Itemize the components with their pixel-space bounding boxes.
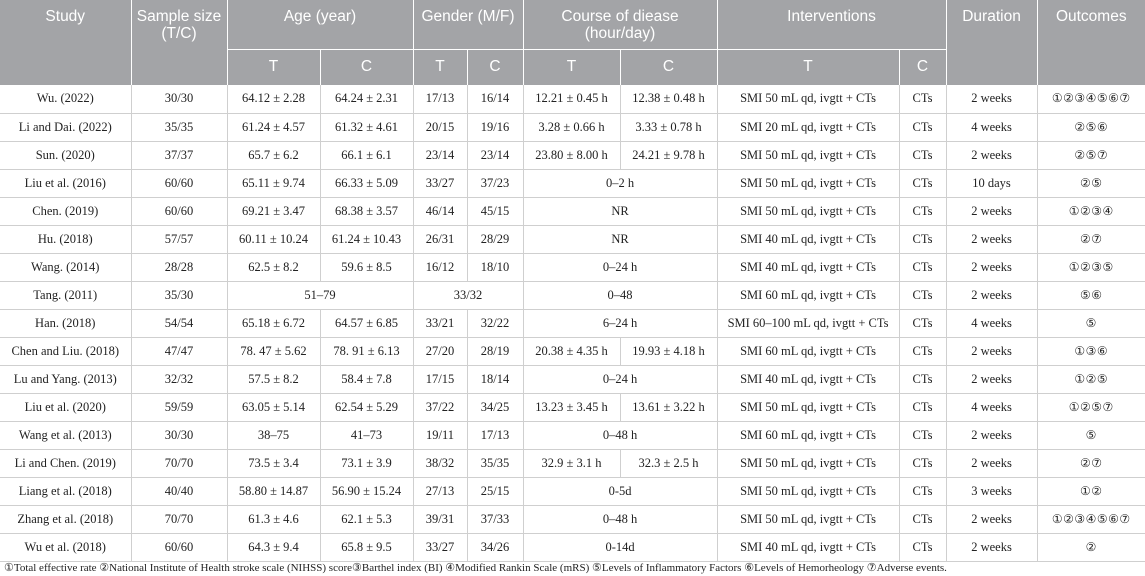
cell-gender-t: 33/27 [413,533,467,561]
cell-study: Wang. (2014) [0,253,131,281]
cell-duration: 2 weeks [946,141,1037,169]
cell-age-t: 64.12 ± 2.28 [227,85,320,113]
cell-intervention-c: CTs [899,85,946,113]
cell-intervention-c: CTs [899,169,946,197]
cell-gender-t: 27/13 [413,477,467,505]
cell-age-t: 57.5 ± 8.2 [227,365,320,393]
cell-outcomes: ①②⑤⑦ [1037,393,1145,421]
table-row [0,533,1145,561]
cell-intervention-t: SMI 50 mL qd, ivgtt + CTs [717,85,899,113]
cell-intervention-c: CTs [899,141,946,169]
cell-intervention-t: SMI 20 mL qd, ivgtt + CTs [717,113,899,141]
cell-outcomes: ②⑤⑥ [1037,113,1145,141]
cell-course-c: 12.38 ± 0.48 h [620,85,717,113]
cell-course-t: 20.38 ± 4.35 h [523,337,620,365]
cell-intervention-c: CTs [899,449,946,477]
header-age-t: T [227,49,320,85]
cell-study: Tang. (2011) [0,281,131,309]
cell-intervention-t: SMI 50 mL qd, ivgtt + CTs [717,505,899,533]
table-row [0,253,1145,281]
cell-gender-c: 37/33 [467,505,523,533]
cell-duration: 2 weeks [946,225,1037,253]
cell-age-c: 78. 91 ± 6.13 [320,337,413,365]
cell-sample-size: 28/28 [131,253,227,281]
cell-gender-c: 16/14 [467,85,523,113]
cell-intervention-c: CTs [899,253,946,281]
cell-intervention-t: SMI 50 mL qd, ivgtt + CTs [717,449,899,477]
cell-outcomes: ①②③④⑤⑥⑦ [1037,85,1145,113]
table-row [0,169,1145,197]
header-interventions-c: C [899,49,946,85]
table-row [0,197,1145,225]
cell-intervention-t: SMI 60 mL qd, ivgtt + CTs [717,421,899,449]
table-row [0,505,1145,533]
cell-outcomes: ①②③④ [1037,197,1145,225]
cell-duration: 2 weeks [946,281,1037,309]
cell-course: 0–48 [523,281,717,309]
cell-sample-size: 57/57 [131,225,227,253]
cell-gender-t: 33/21 [413,309,467,337]
cell-age-t: 60.11 ± 10.24 [227,225,320,253]
cell-outcomes: ①②⑤ [1037,365,1145,393]
cell-course-c: 32.3 ± 2.5 h [620,449,717,477]
cell-gender-c: 35/35 [467,449,523,477]
cell-gender-t: 33/27 [413,169,467,197]
cell-sample-size: 30/30 [131,85,227,113]
table-row [0,421,1145,449]
cell-age-c: 64.24 ± 2.31 [320,85,413,113]
cell-intervention-t: SMI 60–100 mL qd, ivgtt + CTs [717,309,899,337]
cell-intervention-c: CTs [899,477,946,505]
cell-course-c: 24.21 ± 9.78 h [620,141,717,169]
cell-age-c: 62.54 ± 5.29 [320,393,413,421]
cell-study: Li and Dai. (2022) [0,113,131,141]
cell-outcomes: ⑤ [1037,421,1145,449]
header-outcomes: Outcomes [1037,0,1145,85]
cell-gender-t: 39/31 [413,505,467,533]
cell-study: Lu and Yang. (2013) [0,365,131,393]
cell-sample-size: 60/60 [131,169,227,197]
cell-age-t: 58.80 ± 14.87 [227,477,320,505]
header-study: Study [0,0,131,85]
cell-gender-t: 27/20 [413,337,467,365]
cell-age-t: 78. 47 ± 5.62 [227,337,320,365]
cell-age-t: 38–75 [227,421,320,449]
cell-age-t: 63.05 ± 5.14 [227,393,320,421]
cell-age-c: 59.6 ± 8.5 [320,253,413,281]
cell-age-t: 61.3 ± 4.6 [227,505,320,533]
table-row [0,141,1145,169]
cell-duration: 10 days [946,169,1037,197]
cell-gender-c: 28/19 [467,337,523,365]
cell-course-t: 23.80 ± 8.00 h [523,141,620,169]
cell-age-t: 65.18 ± 6.72 [227,309,320,337]
cell-sample-size: 35/30 [131,281,227,309]
cell-outcomes: ② [1037,533,1145,561]
table-body [0,85,1145,561]
cell-intervention-c: CTs [899,197,946,225]
cell-course: 0–2 h [523,169,717,197]
cell-course: 0–24 h [523,253,717,281]
table-row [0,113,1145,141]
cell-age-c: 73.1 ± 3.9 [320,449,413,477]
header-duration: Duration [946,0,1037,85]
cell-course: 6–24 h [523,309,717,337]
cell-study: Wu et al. (2018) [0,533,131,561]
cell-gender-c: 17/13 [467,421,523,449]
cell-age-c: 41–73 [320,421,413,449]
cell-course-c: 19.93 ± 4.18 h [620,337,717,365]
cell-age: 51–79 [227,281,413,309]
cell-intervention-t: SMI 50 mL qd, ivgtt + CTs [717,169,899,197]
header-age-c: C [320,49,413,85]
cell-age-c: 68.38 ± 3.57 [320,197,413,225]
cell-intervention-t: SMI 40 mL qd, ivgtt + CTs [717,253,899,281]
cell-duration: 4 weeks [946,113,1037,141]
cell-outcomes: ②⑦ [1037,225,1145,253]
cell-study: Chen. (2019) [0,197,131,225]
table-row [0,309,1145,337]
cell-duration: 2 weeks [946,337,1037,365]
table-row [0,449,1145,477]
cell-sample-size: 35/35 [131,113,227,141]
cell-intervention-c: CTs [899,505,946,533]
cell-study: Zhang et al. (2018) [0,505,131,533]
cell-study: Liu et al. (2016) [0,169,131,197]
cell-age-t: 62.5 ± 8.2 [227,253,320,281]
cell-age-c: 66.1 ± 6.1 [320,141,413,169]
cell-outcomes: ⑤ [1037,309,1145,337]
cell-duration: 2 weeks [946,365,1037,393]
cell-study: Chen and Liu. (2018) [0,337,131,365]
header-sample-size: Sample size (T/C) [131,0,227,85]
cell-age-c: 62.1 ± 5.3 [320,505,413,533]
cell-outcomes: ①② [1037,477,1145,505]
header-age: Age (year) [227,0,413,49]
cell-sample-size: 40/40 [131,477,227,505]
cell-sample-size: 70/70 [131,505,227,533]
cell-gender-c: 23/14 [467,141,523,169]
table-header [0,0,1145,85]
cell-course: 0-14d [523,533,717,561]
cell-duration: 4 weeks [946,309,1037,337]
table-row [0,281,1145,309]
cell-course-t: 12.21 ± 0.45 h [523,85,620,113]
table-row [0,393,1145,421]
cell-gender-t: 20/15 [413,113,467,141]
cell-age-c: 56.90 ± 15.24 [320,477,413,505]
cell-course-t: 32.9 ± 3.1 h [523,449,620,477]
cell-study: Wang et al. (2013) [0,421,131,449]
cell-age-t: 64.3 ± 9.4 [227,533,320,561]
cell-outcomes: ②⑤⑦ [1037,141,1145,169]
header-gender-c: C [467,49,523,85]
cell-gender-c: 32/22 [467,309,523,337]
table-row [0,337,1145,365]
header-course: Course of diease (hour/day) [523,0,717,49]
cell-age-t: 69.21 ± 3.47 [227,197,320,225]
cell-duration: 2 weeks [946,505,1037,533]
cell-study: Sun. (2020) [0,141,131,169]
cell-gender-c: 25/15 [467,477,523,505]
cell-gender-t: 38/32 [413,449,467,477]
cell-study: Liu et al. (2020) [0,393,131,421]
cell-outcomes: ①③⑥ [1037,337,1145,365]
cell-age-t: 65.11 ± 9.74 [227,169,320,197]
cell-outcomes: ①②③⑤ [1037,253,1145,281]
cell-duration: 2 weeks [946,197,1037,225]
cell-age-t: 73.5 ± 3.4 [227,449,320,477]
cell-gender: 33/32 [413,281,523,309]
cell-duration: 4 weeks [946,393,1037,421]
cell-age-t: 61.24 ± 4.57 [227,113,320,141]
cell-intervention-t: SMI 60 mL qd, ivgtt + CTs [717,281,899,309]
cell-sample-size: 37/37 [131,141,227,169]
table-row [0,85,1145,113]
cell-sample-size: 70/70 [131,449,227,477]
cell-duration: 2 weeks [946,85,1037,113]
table-row [0,365,1145,393]
cell-intervention-c: CTs [899,365,946,393]
cell-outcomes: ⑤⑥ [1037,281,1145,309]
cell-gender-t: 19/11 [413,421,467,449]
cell-course: 0–24 h [523,365,717,393]
cell-intervention-c: CTs [899,225,946,253]
table-row [0,225,1145,253]
cell-gender-c: 28/29 [467,225,523,253]
cell-sample-size: 32/32 [131,365,227,393]
cell-duration: 2 weeks [946,533,1037,561]
cell-gender-c: 37/23 [467,169,523,197]
header-course-c: C [620,49,717,85]
header-interventions-t: T [717,49,899,85]
cell-course-t: 13.23 ± 3.45 h [523,393,620,421]
cell-study: Li and Chen. (2019) [0,449,131,477]
cell-study: Wu. (2022) [0,85,131,113]
cell-course-c: 3.33 ± 0.78 h [620,113,717,141]
cell-intervention-t: SMI 50 mL qd, ivgtt + CTs [717,141,899,169]
cell-duration: 2 weeks [946,253,1037,281]
cell-age-c: 61.32 ± 4.61 [320,113,413,141]
cell-study: Liang et al. (2018) [0,477,131,505]
cell-gender-t: 23/14 [413,141,467,169]
cell-gender-t: 37/22 [413,393,467,421]
cell-study: Han. (2018) [0,309,131,337]
cell-duration: 2 weeks [946,449,1037,477]
table-row [0,477,1145,505]
cell-age-c: 58.4 ± 7.8 [320,365,413,393]
cell-intervention-c: CTs [899,393,946,421]
cell-gender-c: 19/16 [467,113,523,141]
cell-course-c: 13.61 ± 3.22 h [620,393,717,421]
cell-sample-size: 54/54 [131,309,227,337]
cell-sample-size: 59/59 [131,393,227,421]
cell-intervention-c: CTs [899,309,946,337]
cell-age-c: 64.57 ± 6.85 [320,309,413,337]
cell-course: NR [523,225,717,253]
cell-intervention-c: CTs [899,533,946,561]
cell-gender-t: 46/14 [413,197,467,225]
table-footnote: ①Total effective rate ②National Institute of Health stroke scale (NIHSS) score③Barthel index (BI) ④Modified Rankin Scale (mRS) ⑤Levels of Inflammatory Factors ⑥Levels of Hemorheology ⑦Adverse events. [4,562,947,574]
cell-course: 0–48 h [523,505,717,533]
cell-age-c: 65.8 ± 9.5 [320,533,413,561]
cell-intervention-t: SMI 60 mL qd, ivgtt + CTs [717,337,899,365]
cell-age-c: 61.24 ± 10.43 [320,225,413,253]
cell-course-t: 3.28 ± 0.66 h [523,113,620,141]
cell-gender-c: 18/10 [467,253,523,281]
cell-intervention-t: SMI 50 mL qd, ivgtt + CTs [717,477,899,505]
header-row-main [0,0,1145,49]
cell-intervention-t: SMI 50 mL qd, ivgtt + CTs [717,197,899,225]
header-course-t: T [523,49,620,85]
cell-intervention-t: SMI 50 mL qd, ivgtt + CTs [717,393,899,421]
cell-age-c: 66.33 ± 5.09 [320,169,413,197]
cell-sample-size: 30/30 [131,421,227,449]
cell-study: Hu. (2018) [0,225,131,253]
cell-intervention-t: SMI 40 mL qd, ivgtt + CTs [717,225,899,253]
cell-course: 0-5d [523,477,717,505]
cell-sample-size: 47/47 [131,337,227,365]
cell-sample-size: 60/60 [131,533,227,561]
cell-gender-c: 18/14 [467,365,523,393]
cell-outcomes: ①②③④⑤⑥⑦ [1037,505,1145,533]
cell-intervention-c: CTs [899,281,946,309]
cell-sample-size: 60/60 [131,197,227,225]
cell-intervention-t: SMI 40 mL qd, ivgtt + CTs [717,365,899,393]
cell-intervention-c: CTs [899,113,946,141]
header-gender: Gender (M/F) [413,0,523,49]
cell-duration: 2 weeks [946,421,1037,449]
cell-intervention-c: CTs [899,421,946,449]
cell-age-t: 65.7 ± 6.2 [227,141,320,169]
cell-duration: 3 weeks [946,477,1037,505]
cell-intervention-t: SMI 40 mL qd, ivgtt + CTs [717,533,899,561]
cell-gender-c: 34/26 [467,533,523,561]
cell-intervention-c: CTs [899,337,946,365]
cell-outcomes: ②⑦ [1037,449,1145,477]
cell-course: NR [523,197,717,225]
cell-gender-t: 16/12 [413,253,467,281]
header-gender-t: T [413,49,467,85]
header-interventions: Interventions [717,0,946,49]
cell-gender-t: 26/31 [413,225,467,253]
cell-gender-c: 34/25 [467,393,523,421]
cell-gender-c: 45/15 [467,197,523,225]
cell-gender-t: 17/15 [413,365,467,393]
cell-outcomes: ②⑤ [1037,169,1145,197]
cell-course: 0–48 h [523,421,717,449]
cell-gender-t: 17/13 [413,85,467,113]
